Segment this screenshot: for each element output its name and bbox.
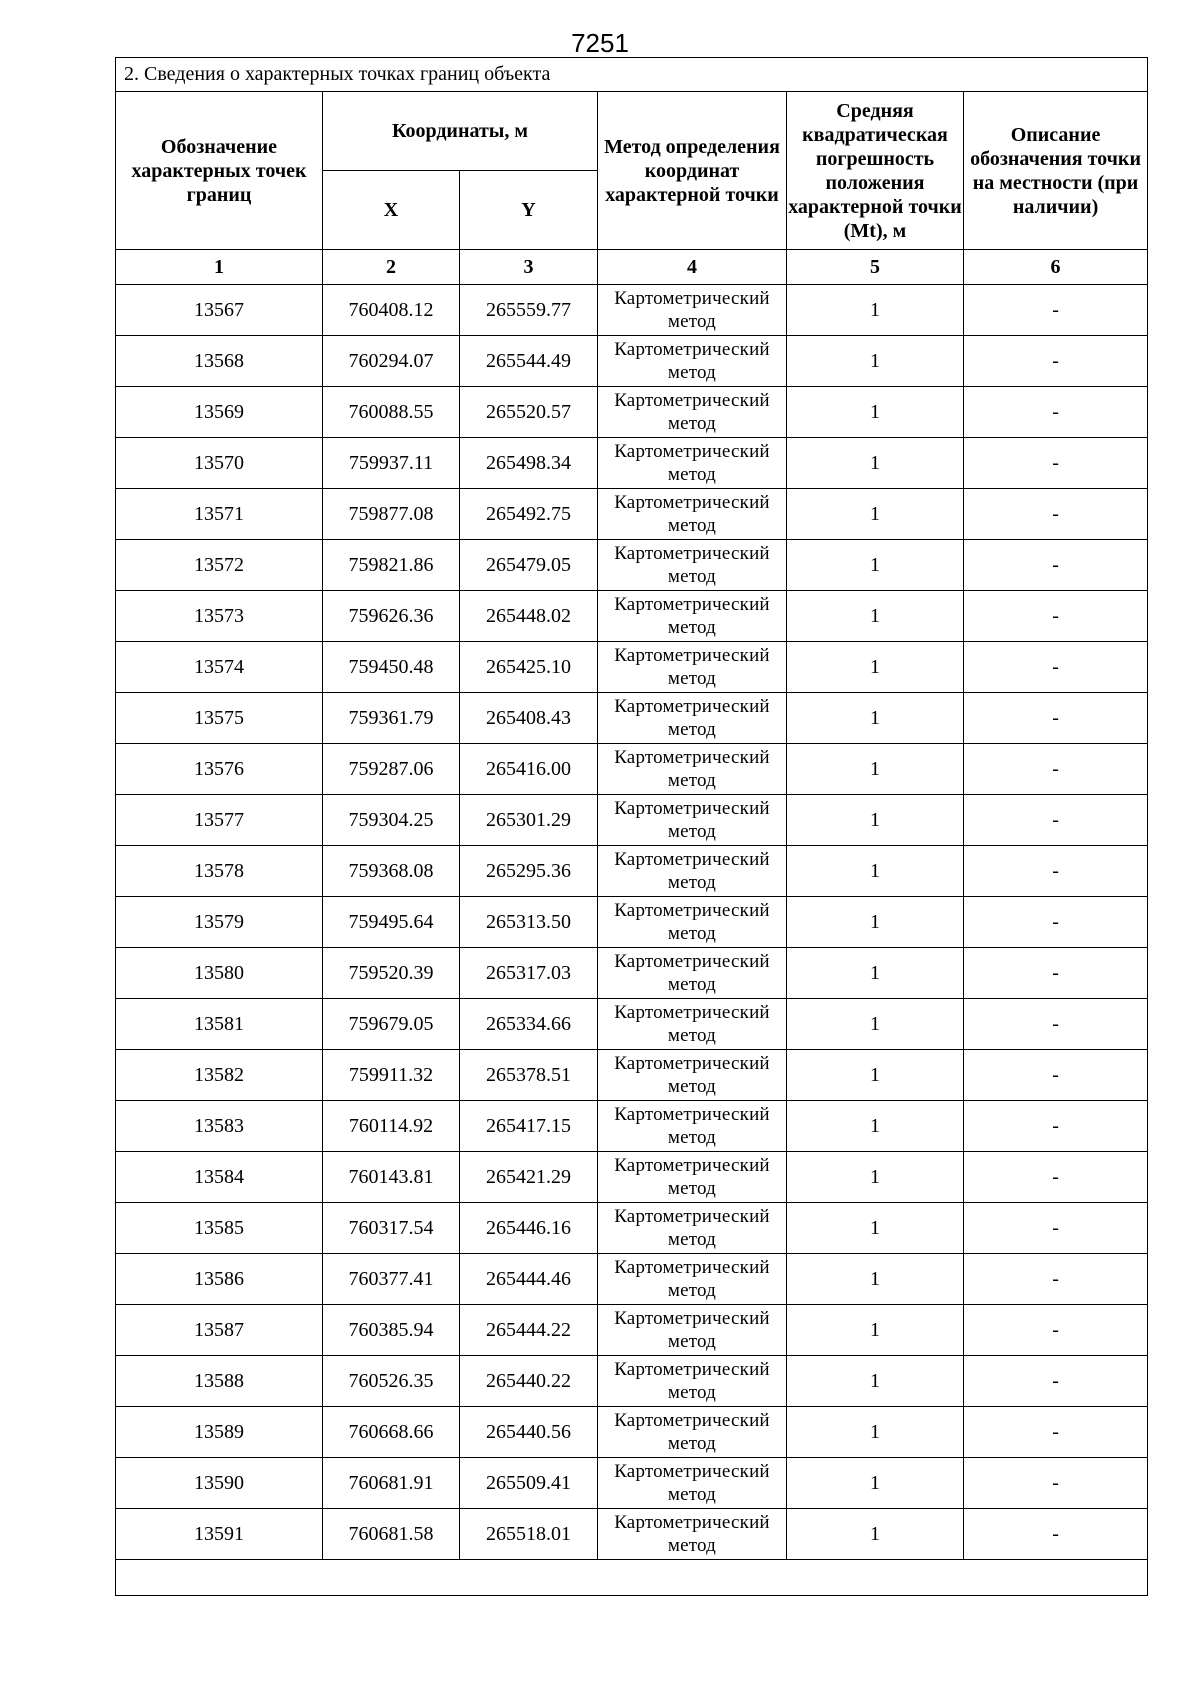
point-id-cell: 13587 bbox=[116, 1305, 323, 1356]
point-id-cell: 13572 bbox=[116, 540, 323, 591]
coord-y-cell: 265518.01 bbox=[460, 1509, 598, 1560]
coord-y-cell: 265446.16 bbox=[460, 1203, 598, 1254]
error-cell: 1 bbox=[787, 948, 964, 999]
coord-x-cell: 759495.64 bbox=[323, 897, 460, 948]
coord-y-cell: 265313.50 bbox=[460, 897, 598, 948]
header-description: Описание обозначения точки на местности (при наличии) bbox=[964, 92, 1148, 250]
point-id-cell: 13575 bbox=[116, 693, 323, 744]
table-body bbox=[116, 285, 1148, 1560]
table-row bbox=[116, 1509, 1148, 1560]
point-id-cell: 13584 bbox=[116, 1152, 323, 1203]
boundary-points-table bbox=[115, 57, 1148, 1596]
point-id-cell: 13571 bbox=[116, 489, 323, 540]
description-cell: - bbox=[964, 693, 1148, 744]
column-number: 3 bbox=[460, 250, 598, 285]
method-cell: Картометрический метод bbox=[598, 285, 787, 336]
description-cell: - bbox=[964, 897, 1148, 948]
method-cell: Картометрический метод bbox=[598, 1203, 787, 1254]
table-row bbox=[116, 897, 1148, 948]
description-cell: - bbox=[964, 1356, 1148, 1407]
table-row bbox=[116, 285, 1148, 336]
table-row bbox=[116, 1305, 1148, 1356]
coord-x-cell: 759626.36 bbox=[323, 591, 460, 642]
coord-x-cell: 760143.81 bbox=[323, 1152, 460, 1203]
column-number: 1 bbox=[116, 250, 323, 285]
coord-y-cell: 265444.46 bbox=[460, 1254, 598, 1305]
header-error: Средняя квадратическая погрешность положения характерной точки (Mt), м bbox=[787, 92, 964, 250]
description-cell: - bbox=[964, 795, 1148, 846]
error-cell: 1 bbox=[787, 1356, 964, 1407]
coord-y-cell: 265408.43 bbox=[460, 693, 598, 744]
coord-y-cell: 265479.05 bbox=[460, 540, 598, 591]
error-cell: 1 bbox=[787, 336, 964, 387]
method-cell: Картометрический метод bbox=[598, 1509, 787, 1560]
error-cell: 1 bbox=[787, 540, 964, 591]
method-cell: Картометрический метод bbox=[598, 1305, 787, 1356]
description-cell: - bbox=[964, 1407, 1148, 1458]
error-cell: 1 bbox=[787, 1203, 964, 1254]
coord-y-cell: 265417.15 bbox=[460, 1101, 598, 1152]
coord-x-cell: 759304.25 bbox=[323, 795, 460, 846]
coord-y-cell: 265317.03 bbox=[460, 948, 598, 999]
table-row bbox=[116, 795, 1148, 846]
point-id-cell: 13580 bbox=[116, 948, 323, 999]
coord-y-cell: 265544.49 bbox=[460, 336, 598, 387]
table-row bbox=[116, 846, 1148, 897]
coord-x-cell: 760294.07 bbox=[323, 336, 460, 387]
method-cell: Картометрический метод bbox=[598, 489, 787, 540]
point-id-cell: 13568 bbox=[116, 336, 323, 387]
point-id-cell: 13573 bbox=[116, 591, 323, 642]
method-cell: Картометрический метод bbox=[598, 1254, 787, 1305]
description-cell: - bbox=[964, 1305, 1148, 1356]
error-cell: 1 bbox=[787, 489, 964, 540]
point-id-cell: 13579 bbox=[116, 897, 323, 948]
column-number: 4 bbox=[598, 250, 787, 285]
description-cell: - bbox=[964, 1203, 1148, 1254]
error-cell: 1 bbox=[787, 1152, 964, 1203]
method-cell: Картометрический метод bbox=[598, 948, 787, 999]
table-row bbox=[116, 948, 1148, 999]
method-cell: Картометрический метод bbox=[598, 1356, 787, 1407]
table-row bbox=[116, 1101, 1148, 1152]
coord-x-cell: 759821.86 bbox=[323, 540, 460, 591]
column-number-row bbox=[116, 250, 1148, 285]
point-id-cell: 13591 bbox=[116, 1509, 323, 1560]
coord-y-cell: 265440.56 bbox=[460, 1407, 598, 1458]
description-cell: - bbox=[964, 489, 1148, 540]
description-cell: - bbox=[964, 999, 1148, 1050]
description-cell: - bbox=[964, 438, 1148, 489]
coord-x-cell: 760681.58 bbox=[323, 1509, 460, 1560]
point-id-cell: 13588 bbox=[116, 1356, 323, 1407]
error-cell: 1 bbox=[787, 1458, 964, 1509]
error-cell: 1 bbox=[787, 846, 964, 897]
description-cell: - bbox=[964, 285, 1148, 336]
method-cell: Картометрический метод bbox=[598, 1152, 787, 1203]
coord-y-cell: 265559.77 bbox=[460, 285, 598, 336]
table-row bbox=[116, 387, 1148, 438]
error-cell: 1 bbox=[787, 1509, 964, 1560]
description-cell: - bbox=[964, 846, 1148, 897]
coord-x-cell: 760526.35 bbox=[323, 1356, 460, 1407]
coord-x-cell: 760385.94 bbox=[323, 1305, 460, 1356]
coord-x-cell: 760317.54 bbox=[323, 1203, 460, 1254]
coord-y-cell: 265492.75 bbox=[460, 489, 598, 540]
error-cell: 1 bbox=[787, 795, 964, 846]
header-coordinates: Координаты, м bbox=[323, 92, 598, 171]
description-cell: - bbox=[964, 642, 1148, 693]
coord-x-cell: 760408.12 bbox=[323, 285, 460, 336]
point-id-cell: 13570 bbox=[116, 438, 323, 489]
description-cell: - bbox=[964, 1458, 1148, 1509]
coord-y-cell: 265444.22 bbox=[460, 1305, 598, 1356]
coord-y-cell: 265416.00 bbox=[460, 744, 598, 795]
coord-x-cell: 759911.32 bbox=[323, 1050, 460, 1101]
error-cell: 1 bbox=[787, 897, 964, 948]
table-row bbox=[116, 540, 1148, 591]
point-id-cell: 13583 bbox=[116, 1101, 323, 1152]
coord-x-cell: 760114.92 bbox=[323, 1101, 460, 1152]
table-row bbox=[116, 1152, 1148, 1203]
coord-y-cell: 265520.57 bbox=[460, 387, 598, 438]
description-cell: - bbox=[964, 744, 1148, 795]
method-cell: Картометрический метод bbox=[598, 642, 787, 693]
section-title: 2. Сведения о характерных точках границ объекта bbox=[116, 58, 1148, 92]
error-cell: 1 bbox=[787, 1050, 964, 1101]
error-cell: 1 bbox=[787, 285, 964, 336]
coord-x-cell: 760377.41 bbox=[323, 1254, 460, 1305]
coord-x-cell: 759287.06 bbox=[323, 744, 460, 795]
method-cell: Картометрический метод bbox=[598, 1407, 787, 1458]
method-cell: Картометрический метод bbox=[598, 846, 787, 897]
error-cell: 1 bbox=[787, 744, 964, 795]
coord-x-cell: 759937.11 bbox=[323, 438, 460, 489]
error-cell: 1 bbox=[787, 642, 964, 693]
header-method: Метод определения координат характерной точки bbox=[598, 92, 787, 250]
method-cell: Картометрический метод bbox=[598, 744, 787, 795]
point-id-cell: 13574 bbox=[116, 642, 323, 693]
method-cell: Картометрический метод bbox=[598, 693, 787, 744]
error-cell: 1 bbox=[787, 438, 964, 489]
table-row bbox=[116, 642, 1148, 693]
table-row bbox=[116, 1407, 1148, 1458]
error-cell: 1 bbox=[787, 693, 964, 744]
method-cell: Картометрический метод bbox=[598, 438, 787, 489]
coord-x-cell: 759520.39 bbox=[323, 948, 460, 999]
table-row bbox=[116, 1203, 1148, 1254]
method-cell: Картометрический метод bbox=[598, 1101, 787, 1152]
column-number: 2 bbox=[323, 250, 460, 285]
point-id-cell: 13589 bbox=[116, 1407, 323, 1458]
point-id-cell: 13581 bbox=[116, 999, 323, 1050]
table-row bbox=[116, 744, 1148, 795]
table-row bbox=[116, 489, 1148, 540]
coord-y-cell: 265509.41 bbox=[460, 1458, 598, 1509]
coord-y-cell: 265301.29 bbox=[460, 795, 598, 846]
description-cell: - bbox=[964, 1509, 1148, 1560]
error-cell: 1 bbox=[787, 999, 964, 1050]
table-row bbox=[116, 591, 1148, 642]
point-id-cell: 13567 bbox=[116, 285, 323, 336]
description-cell: - bbox=[964, 1254, 1148, 1305]
description-cell: - bbox=[964, 591, 1148, 642]
empty-footer-row bbox=[116, 1560, 1148, 1596]
page-number: 7251 bbox=[571, 28, 629, 58]
coord-x-cell: 760088.55 bbox=[323, 387, 460, 438]
method-cell: Картометрический метод bbox=[598, 387, 787, 438]
coord-y-cell: 265295.36 bbox=[460, 846, 598, 897]
error-cell: 1 bbox=[787, 1305, 964, 1356]
method-cell: Картометрический метод bbox=[598, 1050, 787, 1101]
coord-x-cell: 759450.48 bbox=[323, 642, 460, 693]
description-cell: - bbox=[964, 336, 1148, 387]
table-row bbox=[116, 693, 1148, 744]
method-cell: Картометрический метод bbox=[598, 1458, 787, 1509]
column-number: 6 bbox=[964, 250, 1148, 285]
error-cell: 1 bbox=[787, 1254, 964, 1305]
coord-x-cell: 760668.66 bbox=[323, 1407, 460, 1458]
coord-x-cell: 760681.91 bbox=[323, 1458, 460, 1509]
table-row bbox=[116, 1356, 1148, 1407]
empty-cell bbox=[116, 1560, 1148, 1596]
table-row bbox=[116, 1050, 1148, 1101]
point-id-cell: 13569 bbox=[116, 387, 323, 438]
coord-y-cell: 265440.22 bbox=[460, 1356, 598, 1407]
coord-x-cell: 759368.08 bbox=[323, 846, 460, 897]
coord-y-cell: 265378.51 bbox=[460, 1050, 598, 1101]
error-cell: 1 bbox=[787, 387, 964, 438]
coord-x-cell: 759361.79 bbox=[323, 693, 460, 744]
table-row bbox=[116, 1458, 1148, 1509]
column-number: 5 bbox=[787, 250, 964, 285]
header-y: Y bbox=[460, 171, 598, 250]
method-cell: Картометрический метод bbox=[598, 999, 787, 1050]
table-row bbox=[116, 1254, 1148, 1305]
error-cell: 1 bbox=[787, 1407, 964, 1458]
error-cell: 1 bbox=[787, 1101, 964, 1152]
table-row bbox=[116, 999, 1148, 1050]
description-cell: - bbox=[964, 540, 1148, 591]
method-cell: Картометрический метод bbox=[598, 795, 787, 846]
point-id-cell: 13586 bbox=[116, 1254, 323, 1305]
method-cell: Картометрический метод bbox=[598, 897, 787, 948]
method-cell: Картометрический метод bbox=[598, 591, 787, 642]
error-cell: 1 bbox=[787, 591, 964, 642]
table-row bbox=[116, 336, 1148, 387]
method-cell: Картометрический метод bbox=[598, 336, 787, 387]
coord-x-cell: 759877.08 bbox=[323, 489, 460, 540]
coord-y-cell: 265448.02 bbox=[460, 591, 598, 642]
description-cell: - bbox=[964, 1101, 1148, 1152]
coord-y-cell: 265425.10 bbox=[460, 642, 598, 693]
description-cell: - bbox=[964, 1152, 1148, 1203]
point-id-cell: 13585 bbox=[116, 1203, 323, 1254]
header-designation: Обозначение характерных точек границ bbox=[116, 92, 323, 250]
coord-y-cell: 265334.66 bbox=[460, 999, 598, 1050]
coord-x-cell: 759679.05 bbox=[323, 999, 460, 1050]
description-cell: - bbox=[964, 387, 1148, 438]
coord-y-cell: 265421.29 bbox=[460, 1152, 598, 1203]
coord-y-cell: 265498.34 bbox=[460, 438, 598, 489]
description-cell: - bbox=[964, 1050, 1148, 1101]
point-id-cell: 13577 bbox=[116, 795, 323, 846]
method-cell: Картометрический метод bbox=[598, 540, 787, 591]
header-x: X bbox=[323, 171, 460, 250]
table-row bbox=[116, 438, 1148, 489]
point-id-cell: 13590 bbox=[116, 1458, 323, 1509]
point-id-cell: 13582 bbox=[116, 1050, 323, 1101]
description-cell: - bbox=[964, 948, 1148, 999]
point-id-cell: 13578 bbox=[116, 846, 323, 897]
point-id-cell: 13576 bbox=[116, 744, 323, 795]
